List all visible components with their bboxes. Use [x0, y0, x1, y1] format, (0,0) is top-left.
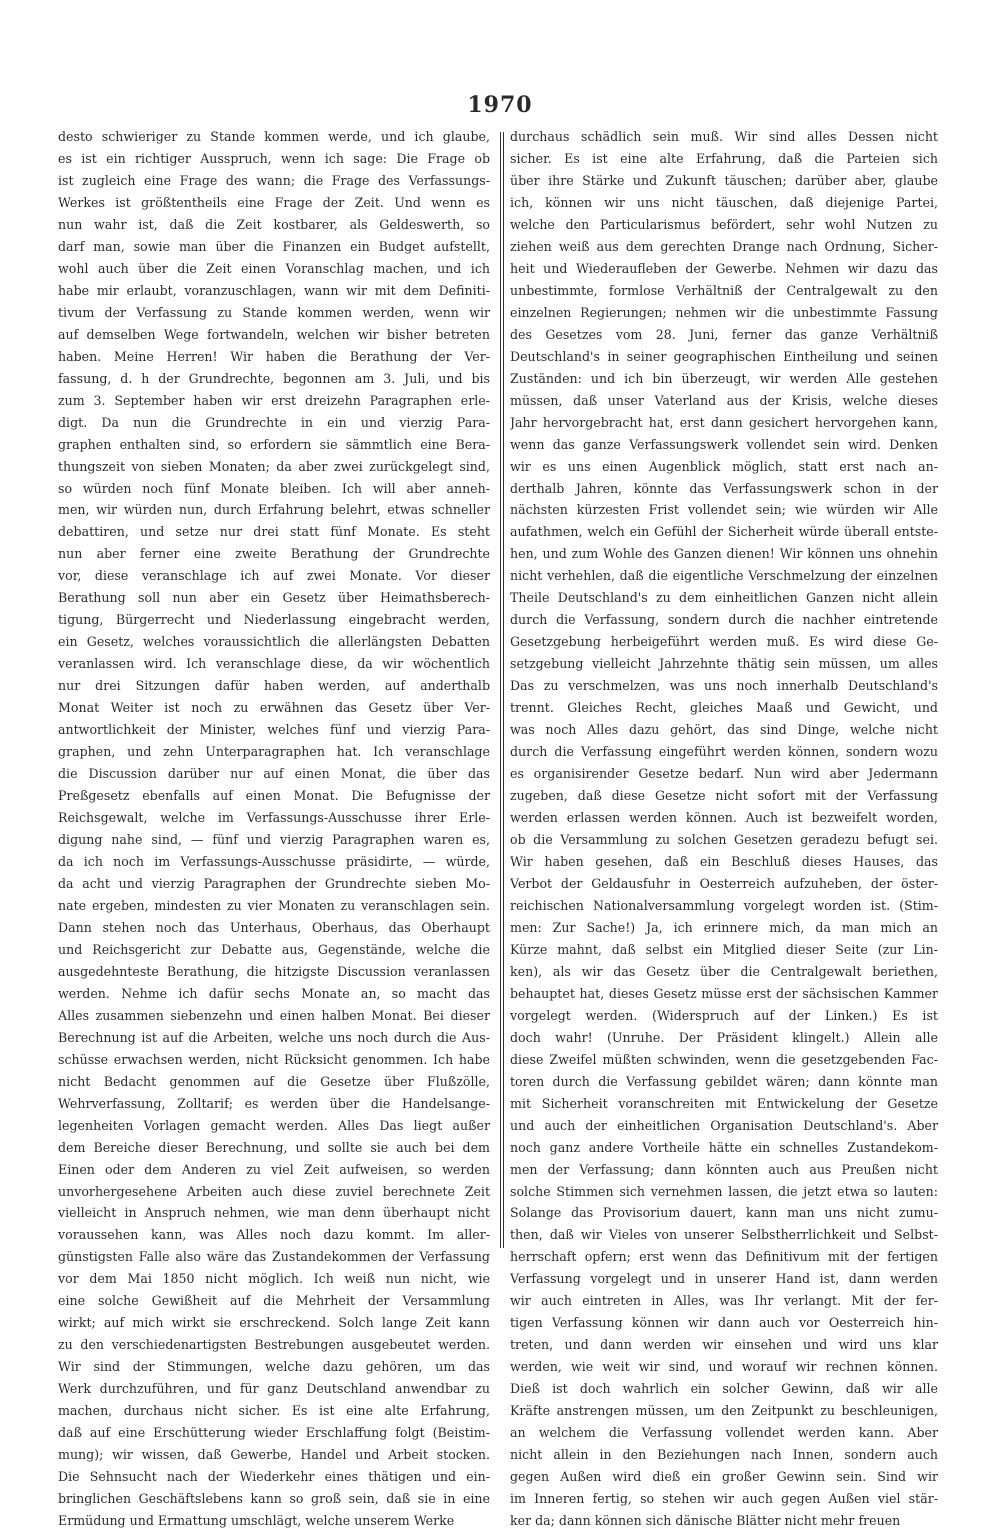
- text-line: Werkes ist größtentheils eine Frage der Zeit. Und wenn es: [58, 194, 490, 210]
- text-line: zu den verschiedenartigsten Bestrebungen ausgebeutet werden.: [58, 1337, 490, 1353]
- text-line: Wir haben gesehen, daß ein Beschluß dieses Hauses, das: [510, 853, 938, 869]
- text-line: men der Verfassung; dann könnten auch aus Preußen nicht: [510, 1161, 938, 1177]
- text-line: sicher. Es ist eine alte Erfahrung, daß die Parteien sich: [510, 150, 938, 166]
- text-line: des Gesetzes vom 28. Juni, ferner das ganze Verhältniß: [510, 326, 938, 342]
- left-column: [58, 126, 490, 1532]
- text-line: Dieß ist doch wahrlich ein solcher Gewinn, daß wir alle: [510, 1381, 938, 1397]
- text-line: bringlichen Geschäftslebens kann so groß sein, daß sie in eine: [58, 1491, 490, 1507]
- text-line: voraussehen kann, was Alles noch dazu kommt. Im aller-: [58, 1227, 490, 1243]
- text-line: unbestimmte, formlose Verhältniß der Centralgewalt zu den: [510, 282, 938, 298]
- text-line: Alles zusammen siebenzehn und einen halben Monat. Bei dieser: [58, 1007, 490, 1023]
- right-column: [510, 126, 938, 1532]
- text-line: wir auch eintreten in Alles, was Ihr verlangt. Mit der fer-: [510, 1293, 938, 1309]
- text-line: schüsse erwachsen werden, nicht Rücksicht genommen. Ich habe: [58, 1051, 490, 1067]
- text-line: Gesetzgebung herbeigeführt werden muß. Es wird diese Ge-: [510, 634, 938, 650]
- text-line: müssen, daß unser Vaterland aus der Krisis, welche dieses: [510, 392, 938, 408]
- text-line: nate ergeben, mindesten zu vier Monaten zu veranschlagen sein.: [58, 897, 490, 913]
- text-line: Jahr hervorgebracht hat, erst dann gesichert hervorgehen kann,: [510, 414, 938, 430]
- text-line: durchaus schädlich sein muß. Wir sind alles Dessen nicht: [510, 129, 938, 144]
- page-number: 1970: [467, 92, 533, 118]
- text-line: wirkt; auf mich wirkt sie erschreckend. Solch lange Zeit kann: [58, 1315, 490, 1331]
- text-line: trennt. Gleiches Recht, gleiches Maaß und Gewicht, und: [510, 700, 938, 716]
- text-line: men, wir würden nun, durch Erfahrung belehrt, etwas schneller: [58, 502, 490, 518]
- text-line: auf demselben Wege fortwandeln, welchen wir bisher betreten: [58, 326, 490, 342]
- text-line: Deutschland's in seiner geographischen Eintheilung und seinen: [510, 348, 938, 364]
- text-line: es organisirender Gesetze bedarf. Nun wird aber Jedermann: [510, 766, 938, 782]
- text-line: vorgelegt werden. (Widerspruch auf der Linken.) Es ist: [510, 1007, 938, 1023]
- text-line: graphen enthalten sind, so erfordern sie sämmtlich eine Bera-: [58, 436, 490, 452]
- text-line: Ermüdung und Ermattung umschlägt, welche unserem Werke: [58, 1513, 455, 1529]
- text-line: tivum der Verfassung zu Stande kommen werden, wenn wir: [58, 304, 490, 320]
- text-line: Verfassung vorgelegt und in unserer Hand ist, dann werden: [510, 1271, 938, 1287]
- text-line: Preßgesetz ebenfalls auf einen Monat. Die Befugnisse der: [58, 788, 490, 804]
- text-line: Berathung soll nun aber ein Gesetz über Heimathsberech-: [58, 590, 490, 606]
- text-line: machen, durchaus nicht sicher. Es ist eine alte Erfahrung,: [58, 1403, 490, 1419]
- text-line: digung nahe sind, — fünf und vierzig Paragraphen waren es,: [58, 832, 490, 847]
- text-line: mit Sicherheit voranschreiten mit Entwickelung der Gesetze: [510, 1095, 938, 1111]
- text-line: dem Bereiche dieser Berechnung, und sollte sie auch bei dem: [58, 1139, 490, 1155]
- text-line: eine solche Gewißheit auf die Mehrheit der Versammlung: [58, 1293, 490, 1309]
- text-line: heit und Wiederaufleben der Gewerbe. Nehmen wir dazu das: [510, 260, 938, 276]
- text-line: diese Zweifel müßten schwinden, wenn die gesetzgebenden Fac-: [510, 1051, 938, 1067]
- text-line: treten, und dann werden wir einsehen und wird uns klar: [510, 1337, 938, 1353]
- text-line: über ihre Stärke und Zukunft täuschen; darüber aber, glaube: [510, 172, 938, 188]
- text-line: vor, diese veranschlage ich auf zwei Monate. Vor dieser: [58, 568, 490, 584]
- text-line: nicht allein in den Beziehungen nach Innen, sondern auch: [510, 1447, 938, 1463]
- text-line: Monat Weiter ist noch zu erwähnen das Gesetz über Ver-: [58, 700, 490, 716]
- text-line: durch die Verfassung eingeführt werden können, sondern wozu: [510, 744, 938, 760]
- text-line: Wehrverfassung, Zolltarif; es werden über die Handelsange-: [58, 1095, 490, 1111]
- text-line: herrschaft opfern; erst wenn das Definitivum mit der fertigen: [510, 1249, 938, 1265]
- text-line: welche den Particularismus befördert, sehr wohl Nutzen zu: [510, 216, 938, 232]
- text-line: gegen Außen wird dieß ein großer Gewinn sein. Sind wir: [510, 1469, 938, 1485]
- text-line: werden erlassen werden können. Auch ist bezweifelt worden,: [510, 810, 938, 826]
- text-line: an welchem die Verfassung vollendet werden kann. Aber: [510, 1425, 938, 1441]
- text-line: setzgebung vielleicht Jahrzehnte thätig sein müssen, um alles: [510, 656, 938, 672]
- text-line: günstigsten Falle also wäre das Zustandekommen der Verfassung: [58, 1249, 490, 1265]
- text-line: Zuständen: und ich bin überzeugt, wir werden Alle gestehen: [510, 370, 938, 386]
- text-line: ziehen weiß aus dem gerechten Drange nach Ordnung, Sicher-: [510, 238, 938, 254]
- text-line: thungszeit von sieben Monaten; da aber zwei zurückgelegt sind,: [58, 458, 490, 474]
- text-line: wir es uns einen Augenblick möglich, statt erst nach an-: [510, 458, 938, 474]
- text-line: then, daß wir Vieles von unserer Selbstherrlichkeit und Selbst-: [510, 1227, 938, 1243]
- text-line: tigen Verfassung können wir dann auch vor Oesterreich hin-: [510, 1315, 938, 1331]
- text-line: werden. Nehme ich dafür sechs Monate an, so macht das: [58, 985, 490, 1001]
- text-line: ein Gesetz, welches voraussichtlich die allerlängsten Debatten: [58, 634, 490, 650]
- text-line: hen, und zum Wohle des Ganzen dienen! Wir können uns ohnehin: [510, 546, 938, 562]
- text-line: werden, wie weit wir sind, und worauf wir rechnen können.: [510, 1359, 938, 1375]
- text-line: mung); wir wissen, daß Gewerbe, Handel und Arbeit stocken.: [58, 1447, 490, 1463]
- text-line: da ich noch im Verfassungs-Ausschusse präsidirte, — würde,: [58, 853, 490, 869]
- text-line: nicht verhehlen, daß die eigentliche Verschmelzung der einzelnen: [510, 568, 938, 584]
- text-line: doch wahr! (Unruhe. Der Präsident klingelt.) Allein alle: [510, 1029, 938, 1045]
- text-line: Kräfte anstrengen müssen, um den Zeitpunkt zu beschleunigen,: [510, 1403, 938, 1419]
- text-line: desto schwieriger zu Stande kommen werde, und ich glaube,: [58, 129, 490, 144]
- text-line: daß auf eine Erschütterung wieder Erschlaffung folgt (Beistim-: [58, 1425, 490, 1441]
- text-line: und Reichsgericht zur Debatte aus, Gegenstände, welche die: [58, 941, 490, 957]
- text-line: digt. Da nun die Grundrechte in ein und vierzig Para-: [58, 414, 490, 430]
- text-line: ist zugleich eine Frage des wann; die Frage des Verfassungs-: [58, 172, 490, 188]
- text-line: Kürze mahnt, daß selbst ein Mitglied dieser Seite (zur Lin-: [510, 941, 938, 957]
- text-line: solche Stimmen sich vernehmen lassen, die jetzt etwa so lauten:: [510, 1183, 938, 1199]
- text-line: nun wahr ist, daß die Zeit kostbarer, als Geldeswerth, so: [58, 216, 490, 232]
- text-line: zugeben, daß diese Gesetze nicht sofort mit der Verfassung: [510, 788, 938, 804]
- text-line: Einen oder dem Anderen zu viel Zeit aufweisen, so werden: [58, 1161, 490, 1177]
- text-line: noch ganz andere Vortheile hätte ein schnelles Zustandekom-: [510, 1139, 938, 1155]
- text-line: fassung, d. h der Grundrechte, begonnen am 3. Juli, und bis: [58, 370, 490, 386]
- text-line: veranlassen wird. Ich veranschlage diese, da wir wöchentlich: [58, 656, 490, 672]
- text-line: nur drei Sitzungen dafür haben werden, auf anderthalb: [58, 678, 490, 694]
- text-line: zum 3. September haben wir erst dreizehn Paragraphen erle-: [58, 392, 490, 408]
- text-line: ob die Versammlung zu solchen Gesetzen geradezu befugt sei.: [510, 832, 938, 847]
- text-line: antwortlichkeit der Minister, welches fünf und vierzig Para-: [58, 722, 490, 738]
- text-line: Dann stehen noch das Unterhaus, Oberhaus, das Oberhaupt: [58, 919, 490, 935]
- text-line: ker da; dann können sich dänische Blätter nicht mehr freuen: [510, 1513, 901, 1529]
- text-line: nicht Bedacht genommen auf die Gesetze über Flußzölle,: [58, 1073, 490, 1089]
- text-line: im Inneren fertig, so stehen wir auch gegen Außen viel stär-: [510, 1491, 938, 1507]
- text-line: Die Sehnsucht nach der Wiederkehr eines thätigen und ein-: [58, 1469, 490, 1485]
- text-line: vor dem Mai 1850 nicht möglich. Ich weiß nun nicht, wie: [58, 1271, 490, 1287]
- text-line: toren durch die Verfassung gebildet wären; dann könnte man: [510, 1073, 938, 1089]
- text-line: derthalb Jahren, könnte das Verfassungswerk schon in der: [510, 480, 938, 496]
- text-line: es ist ein richtiger Ausspruch, wenn ich sage: Die Frage ob: [58, 150, 490, 166]
- text-line: reichischen Nationalversammlung vorgelegt worden ist. (Stim-: [510, 897, 938, 913]
- text-line: graphen, und zehn Unterparagraphen hat. Ich veranschlage: [58, 744, 490, 760]
- text-line: so würden noch fünf Monate bleiben. Ich will aber anneh-: [58, 480, 490, 496]
- text-line: ausgedehnteste Berathung, die hitzigste Discussion veranlassen: [58, 963, 490, 979]
- text-line: Reichsgewalt, welche im Verfassungs-Ausschusse ihrer Erle-: [58, 810, 490, 826]
- text-line: unvorhergesehene Arbeiten auch diese zuviel berechnete Zeit: [58, 1183, 490, 1199]
- text-line: haben. Meine Herren! Wir haben die Berathung der Ver-: [58, 348, 490, 364]
- text-line: ich, können wir uns nicht täuschen, daß diejenige Partei,: [510, 194, 938, 210]
- text-line: darf man, sowie man über die Finanzen ein Budget aufstellt,: [58, 238, 490, 254]
- text-line: die Discussion darüber nur auf einen Monat, die über das: [58, 766, 490, 782]
- text-line: Werk durchzuführen, und für ganz Deutschland anwendbar zu: [58, 1381, 490, 1397]
- text-line: wenn das ganze Verfassungswerk vollendet sein wird. Denken: [510, 436, 938, 452]
- text-line: aufathmen, welch ein Gefühl der Sicherheit würde überall entste-: [510, 524, 938, 540]
- text-line: wohl auch über die Zeit einen Voranschlag machen, und ich: [58, 260, 490, 276]
- text-line: behauptet hat, dieses Gesetz müsse erst der sächsischen Kammer: [510, 985, 938, 1001]
- text-line: habe mir erlaubt, voranzuschlagen, wann wir mit dem Definiti-: [58, 282, 490, 298]
- text-line: Wir sind der Stimmungen, welche dazu gehören, um das: [58, 1359, 490, 1375]
- text-line: tigung, Bürgerrecht und Niederlassung eingebracht werden,: [58, 612, 490, 628]
- text-line: nun aber ferner eine zweite Berathung der Grundrechte: [58, 546, 490, 562]
- text-line: vielleicht in Anspruch nehmen, wie man denn überhaupt nicht: [58, 1205, 490, 1221]
- text-line: einzelnen Regierungen; nehmen wir die unbestimmte Fassung: [510, 304, 938, 320]
- text-line: und auch der einheitlichen Organisation Deutschland's. Aber: [510, 1117, 938, 1133]
- text-line: da acht und vierzig Paragraphen der Grundrechte sieben Mo-: [58, 875, 490, 891]
- text-line: Verbot der Geldausfuhr in Oesterreich aufzuheben, der öster-: [510, 875, 938, 891]
- text-line: nächsten kürzesten Frist vollendet sein; wie würden wir Alle: [510, 502, 938, 518]
- column-divider: [500, 132, 504, 1248]
- text-line: men: Zur Sache!) Ja, ich erinnere mich, da man mich an: [510, 919, 938, 935]
- text-line: Das zu verschmelzen, was uns noch innerhalb Deutschland's: [510, 678, 938, 694]
- text-line: durch die Verfassung, sondern durch die nachher eintretende: [510, 612, 938, 628]
- text-line: Theile Deutschland's zu dem einheitlichen Ganzen nicht allein: [510, 590, 938, 606]
- text-line: was noch Alles dazu gehört, das sind Dinge, welche nicht: [510, 722, 938, 738]
- text-line: ken), als wir das Gesetz über die Centralgewalt beriethen,: [510, 963, 938, 979]
- text-line: legenheiten Vorlagen gemacht werden. Alles Das liegt außer: [58, 1117, 490, 1133]
- text-line: Solange das Provisorium dauert, kann man uns nicht zumu-: [510, 1205, 938, 1221]
- text-line: debattiren, und setze nur drei statt fünf Monate. Es steht: [58, 524, 490, 540]
- text-line: Berechnung ist auf die Arbeiten, welche uns noch durch die Aus-: [58, 1029, 490, 1045]
